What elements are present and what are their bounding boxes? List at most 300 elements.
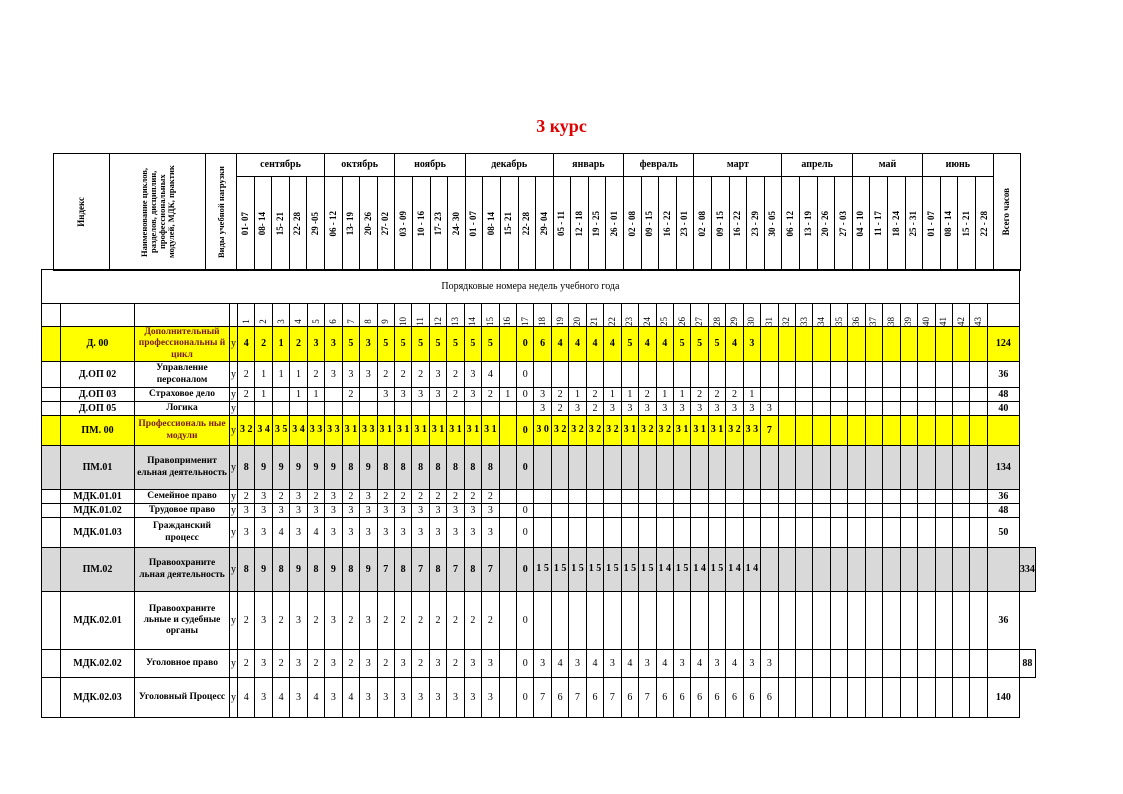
week-number: 29 — [726, 304, 743, 327]
week-hours-cell: 3 — [604, 650, 621, 678]
week-hours-cell: 3 1 — [691, 416, 708, 446]
week-number: 34 — [813, 304, 830, 327]
row-spacer — [42, 592, 61, 650]
row-total: 36 — [987, 592, 1019, 650]
week-hours-cell: 3 — [290, 592, 307, 650]
week-hours-cell — [639, 592, 656, 650]
week-hours-cell: 3 — [569, 650, 586, 678]
row-load-type: у — [231, 402, 236, 414]
week-hours-cell — [813, 490, 830, 504]
week-hours-cell: 3 — [377, 518, 394, 548]
week-hours-cell: 3 — [708, 650, 725, 678]
week-hours-cell: 2 — [394, 362, 411, 388]
week-hours-cell: 2 — [377, 490, 394, 504]
week-hours-cell: 0 — [517, 446, 534, 490]
week-hours-cell — [900, 518, 917, 548]
week-hours-cell — [534, 490, 551, 504]
week-hours-cell: 3 — [360, 592, 377, 650]
week-range-header: 27- 02 — [377, 177, 395, 271]
week-hours-cell: 0 — [517, 518, 534, 548]
week-hours-cell — [499, 650, 516, 678]
week-hours-cell: 0 — [517, 650, 534, 678]
week-hours-cell — [551, 592, 568, 650]
week-hours-cell — [778, 388, 795, 402]
week-hours-cell — [935, 416, 952, 446]
week-hours-cell: 3 — [447, 678, 464, 718]
week-hours-cell — [761, 592, 778, 650]
week-hours-cell — [952, 650, 969, 678]
week-hours-cell: 3 — [429, 650, 446, 678]
week-hours-cell — [726, 446, 743, 490]
week-hours-cell — [900, 388, 917, 402]
week-hours-cell: 8 — [447, 446, 464, 490]
week-hours-cell: 3 — [412, 518, 429, 548]
week-hours-cell: 3 — [743, 402, 760, 416]
week-hours-cell — [307, 402, 324, 416]
week-hours-cell: 3 — [360, 490, 377, 504]
week-hours-cell: 2 — [412, 362, 429, 388]
week-hours-cell: 3 — [325, 650, 342, 678]
week-hours-cell — [813, 446, 830, 490]
week-hours-cell — [918, 402, 935, 416]
week-hours-cell: 8 — [394, 548, 411, 592]
week-hours-cell: 3 — [429, 678, 446, 718]
week-hours-cell — [360, 388, 377, 402]
week-hours-cell: 4 — [238, 327, 255, 362]
week-hours-cell: 3 — [464, 362, 481, 388]
week-hours-cell: 3 — [412, 388, 429, 402]
week-hours-cell — [970, 490, 987, 504]
week-hours-cell — [830, 327, 847, 362]
week-hours-cell: 3 — [673, 650, 690, 678]
week-hours-cell — [726, 504, 743, 518]
week-number: 7 — [342, 304, 359, 327]
week-hours-cell: 3 — [290, 518, 307, 548]
week-hours-cell: 3 — [482, 504, 499, 518]
week-range-header: 15- 21 — [500, 177, 518, 271]
week-hours-cell: 2 — [447, 362, 464, 388]
week-hours-cell: 3 1 — [621, 416, 638, 446]
week-hours-cell: 2 — [726, 388, 743, 402]
week-hours-cell: 6 — [534, 327, 551, 362]
week-hours-cell — [761, 327, 778, 362]
total-column-header: Всего часов — [993, 154, 1020, 271]
week-hours-cell — [952, 402, 969, 416]
week-hours-cell: 1 — [499, 388, 516, 402]
week-range-header: 20 - 26 — [817, 177, 835, 271]
week-hours-cell: 5 — [708, 327, 725, 362]
week-hours-cell — [604, 518, 621, 548]
type-column-header: Виды учебной нагрузки — [206, 154, 237, 271]
week-hours-cell: 9 — [255, 446, 272, 490]
row-index: Д.ОП 03 — [61, 388, 135, 402]
week-range-header: 11 - 17 — [870, 177, 888, 271]
week-hours-cell — [691, 504, 708, 518]
week-range-header: 30 - 05 — [764, 177, 782, 271]
week-hours-cell — [778, 490, 795, 504]
week-hours-cell — [865, 650, 882, 678]
week-hours-cell: 2 — [429, 490, 446, 504]
week-hours-cell: 2 — [377, 362, 394, 388]
week-hours-cell — [813, 416, 830, 446]
week-hours-cell: 2 — [412, 490, 429, 504]
week-hours-cell: 1 5 — [551, 548, 568, 592]
week-hours-cell — [900, 592, 917, 650]
week-number: 9 — [377, 304, 394, 327]
week-hours-cell: 4 — [586, 327, 603, 362]
week-hours-cell — [656, 504, 673, 518]
table-row — [42, 402, 1036, 416]
week-hours-cell — [656, 362, 673, 388]
week-hours-cell — [883, 416, 900, 446]
week-hours-cell: 2 — [342, 592, 359, 650]
week-number: 26 — [673, 304, 690, 327]
row-name: Трудовое право — [135, 504, 230, 518]
row-index: МДК.02.01 — [61, 592, 135, 650]
week-hours-cell: 2 — [586, 388, 603, 402]
week-hours-cell — [952, 548, 969, 592]
week-number: 25 — [656, 304, 673, 327]
week-hours-cell — [900, 416, 917, 446]
week-hours-cell: 3 4 — [290, 416, 307, 446]
month-header: сентябрь — [237, 154, 325, 177]
week-range-header: 24- 30 — [448, 177, 466, 271]
week-hours-cell — [900, 327, 917, 362]
row-name: Уголовный Процесс — [135, 678, 230, 718]
week-hours-cell: 1 5 — [621, 548, 638, 592]
week-hours-cell — [848, 504, 865, 518]
week-hours-cell — [830, 548, 847, 592]
week-hours-cell — [796, 402, 813, 416]
week-range-header: 17- 23 — [430, 177, 448, 271]
week-hours-cell — [534, 518, 551, 548]
week-hours-cell — [673, 362, 690, 388]
week-hours-cell: 3 — [482, 678, 499, 718]
week-hours-cell: 3 1 — [342, 416, 359, 446]
week-hours-cell — [970, 592, 987, 650]
month-header: декабрь — [465, 154, 553, 177]
week-hours-cell — [900, 446, 917, 490]
week-hours-cell — [952, 362, 969, 388]
week-hours-cell — [830, 650, 847, 678]
week-hours-cell: 3 — [255, 518, 272, 548]
row-name: Логика — [135, 402, 230, 416]
week-hours-cell — [778, 518, 795, 548]
month-header: ноябрь — [395, 154, 465, 177]
week-hours-cell — [935, 327, 952, 362]
week-range-header: 15- 21 — [272, 177, 290, 271]
week-number: 8 — [360, 304, 377, 327]
week-hours-cell — [830, 504, 847, 518]
month-header: февраль — [624, 154, 694, 177]
week-hours-cell: 3 — [307, 504, 324, 518]
week-hours-cell — [865, 416, 882, 446]
week-number: 15 — [482, 304, 499, 327]
week-hours-cell: 1 — [569, 388, 586, 402]
week-hours-cell — [883, 548, 900, 592]
row-load-type: у — [230, 446, 238, 490]
row-total: 36 — [987, 362, 1019, 388]
week-hours-cell — [656, 518, 673, 548]
week-hours-cell: 2 — [464, 490, 481, 504]
week-hours-cell: 3 — [464, 388, 481, 402]
week-hours-cell — [813, 327, 830, 362]
week-hours-cell: 3 3 — [307, 416, 324, 446]
week-hours-cell: 8 — [377, 446, 394, 490]
week-hours-cell — [935, 446, 952, 490]
row-name: Управление персоналом — [135, 362, 230, 388]
week-hours-cell — [639, 504, 656, 518]
week-hours-cell: 3 — [534, 388, 551, 402]
row-load-type: у — [230, 327, 238, 362]
week-hours-cell — [918, 490, 935, 504]
week-hours-cell: 3 — [255, 678, 272, 718]
week-hours-cell: 0 — [517, 678, 534, 718]
week-range-header: 20- 26 — [360, 177, 378, 271]
week-hours-cell — [673, 446, 690, 490]
week-hours-cell: 1 5 — [569, 548, 586, 592]
week-hours-cell — [865, 402, 882, 416]
week-hours-cell: 3 — [761, 650, 778, 678]
week-hours-cell — [499, 446, 516, 490]
week-hours-cell: 4 — [726, 327, 743, 362]
week-hours-cell — [796, 446, 813, 490]
row-name: Правоохраните льные и судебные органы — [135, 592, 230, 650]
week-hours-cell — [883, 490, 900, 504]
week-hours-cell — [970, 678, 987, 718]
week-hours-cell — [970, 416, 987, 446]
week-hours-cell — [778, 362, 795, 388]
week-hours-cell: 2 — [394, 592, 411, 650]
week-hours-cell: 3 1 — [708, 416, 725, 446]
week-hours-cell — [778, 416, 795, 446]
week-hours-cell: 8 — [238, 548, 255, 592]
week-hours-cell: 2 — [412, 650, 429, 678]
row-name: Уголовное право — [135, 650, 230, 678]
row-spacer — [42, 650, 61, 678]
row-index: МДК.02.02 — [61, 650, 135, 678]
week-hours-cell: 2 — [377, 592, 394, 650]
week-hours-cell: 4 — [307, 518, 324, 548]
week-hours-cell — [778, 678, 795, 718]
week-hours-cell — [883, 327, 900, 362]
week-hours-cell: 4 — [604, 327, 621, 362]
week-hours-cell: 3 — [569, 402, 586, 416]
week-hours-cell: 3 — [412, 678, 429, 718]
week-hours-cell — [970, 548, 987, 592]
table-row — [42, 362, 1036, 388]
week-hours-cell — [743, 446, 760, 490]
week-hours-cell: 6 — [708, 678, 725, 718]
week-hours-cell — [813, 518, 830, 548]
week-range-header: 13- 19 — [342, 177, 360, 271]
week-hours-cell: 3 — [290, 650, 307, 678]
week-hours-cell — [900, 678, 917, 718]
week-hours-cell — [342, 402, 359, 416]
table-row — [42, 650, 1036, 678]
week-hours-cell — [848, 327, 865, 362]
week-hours-cell — [534, 504, 551, 518]
week-hours-cell: 3 2 — [604, 416, 621, 446]
week-hours-cell — [865, 362, 882, 388]
week-hours-cell: 7 — [482, 548, 499, 592]
week-hours-cell — [883, 388, 900, 402]
week-hours-cell — [918, 678, 935, 718]
week-hours-cell — [848, 490, 865, 504]
month-header: июнь — [923, 154, 993, 177]
week-hours-cell — [499, 416, 516, 446]
week-hours-cell: 3 — [394, 678, 411, 718]
week-hours-cell — [255, 402, 272, 416]
week-hours-cell: 8 — [482, 446, 499, 490]
week-range-header: 16 - 22 — [729, 177, 747, 271]
week-hours-cell — [900, 402, 917, 416]
week-hours-cell: 2 — [464, 592, 481, 650]
month-header: апрель — [782, 154, 852, 177]
week-hours-cell — [377, 402, 394, 416]
week-hours-cell: 7 — [761, 416, 778, 446]
week-number: 10 — [394, 304, 411, 327]
week-number: 18 — [534, 304, 551, 327]
week-hours-cell: 3 — [360, 518, 377, 548]
week-hours-cell — [743, 490, 760, 504]
week-range-header: 01 - 07 — [923, 177, 941, 271]
week-hours-cell: 9 — [290, 446, 307, 490]
week-hours-cell: 9 — [360, 446, 377, 490]
week-hours-cell — [238, 402, 255, 416]
week-hours-cell: 3 — [325, 678, 342, 718]
week-hours-cell: 8 — [429, 548, 446, 592]
week-hours-cell: 7 — [377, 548, 394, 592]
week-hours-cell — [360, 402, 377, 416]
week-range-header: 15 - 21 — [958, 177, 976, 271]
week-hours-cell: 3 — [325, 504, 342, 518]
week-range-header: 19 - 25 — [588, 177, 606, 271]
week-number: 11 — [412, 304, 429, 327]
week-number: 42 — [952, 304, 969, 327]
week-number: 36 — [848, 304, 865, 327]
week-hours-cell — [708, 490, 725, 504]
week-hours-cell — [796, 504, 813, 518]
row-index: МДК.01.02 — [61, 504, 135, 518]
week-hours-cell: 9 — [325, 446, 342, 490]
week-hours-cell: 3 — [482, 650, 499, 678]
week-hours-cell — [865, 518, 882, 548]
week-hours-cell — [900, 650, 917, 678]
row-spacer — [42, 416, 61, 446]
week-hours-cell — [918, 362, 935, 388]
week-hours-cell: 2 — [377, 650, 394, 678]
week-hours-cell — [865, 592, 882, 650]
week-number: 12 — [429, 304, 446, 327]
week-hours-cell: 3 — [360, 327, 377, 362]
week-hours-cell: 1 5 — [639, 548, 656, 592]
week-hours-cell: 3 2 — [726, 416, 743, 446]
schedule-table — [41, 269, 1036, 718]
week-hours-cell: 3 — [429, 362, 446, 388]
week-hours-cell — [639, 446, 656, 490]
row-name: Правоохраните льная деятельность — [135, 548, 230, 592]
week-hours-cell — [761, 388, 778, 402]
week-hours-cell: 1 — [272, 362, 289, 388]
week-hours-cell: 3 2 — [639, 416, 656, 446]
week-hours-cell: 3 — [412, 504, 429, 518]
week-hours-cell: 5 — [447, 327, 464, 362]
week-hours-cell — [499, 402, 516, 416]
week-hours-cell — [604, 490, 621, 504]
week-hours-cell — [569, 504, 586, 518]
week-hours-cell — [813, 548, 830, 592]
week-hours-cell: 3 — [604, 402, 621, 416]
week-hours-cell: 7 — [534, 678, 551, 718]
week-hours-cell: 8 — [272, 548, 289, 592]
week-hours-cell: 2 — [238, 650, 255, 678]
week-hours-cell: 1 5 — [586, 548, 603, 592]
week-hours-cell — [726, 592, 743, 650]
week-number: 39 — [900, 304, 917, 327]
week-hours-cell: 3 — [238, 518, 255, 548]
week-hours-cell — [883, 362, 900, 388]
week-hours-cell — [673, 592, 690, 650]
week-hours-cell: 8 — [412, 446, 429, 490]
row-name: Правоприменит ельная деятельность — [135, 446, 230, 490]
week-hours-cell: 3 — [482, 518, 499, 548]
week-hours-cell: 3 — [673, 402, 690, 416]
week-hours-cell: 3 — [325, 327, 342, 362]
week-hours-cell — [935, 650, 952, 678]
week-hours-cell — [796, 416, 813, 446]
week-hours-cell: 3 1 — [429, 416, 446, 446]
week-hours-cell — [848, 548, 865, 592]
week-hours-cell: 3 — [534, 402, 551, 416]
week-hours-cell — [865, 388, 882, 402]
week-hours-cell: 2 — [412, 592, 429, 650]
week-hours-cell: 3 — [255, 592, 272, 650]
week-hours-cell — [970, 518, 987, 548]
week-hours-cell — [778, 402, 795, 416]
week-hours-cell: 1 5 — [708, 548, 725, 592]
row-total — [987, 416, 1019, 446]
row-name: Дополнительный профессиональны й цикл — [135, 327, 230, 362]
week-range-header: 27 - 03 — [835, 177, 853, 271]
week-hours-cell: 3 — [360, 650, 377, 678]
week-hours-cell: 3 — [255, 490, 272, 504]
row-load-type: у — [231, 388, 236, 400]
week-hours-cell — [656, 592, 673, 650]
week-hours-cell — [272, 402, 289, 416]
week-hours-cell — [935, 518, 952, 548]
week-hours-cell — [900, 490, 917, 504]
week-hours-cell — [499, 327, 516, 362]
week-range-header: 09 - 15 — [641, 177, 659, 271]
week-hours-cell: 3 — [360, 362, 377, 388]
week-hours-cell — [604, 362, 621, 388]
week-hours-cell — [586, 504, 603, 518]
week-hours-cell — [918, 650, 935, 678]
week-hours-cell: 5 — [377, 327, 394, 362]
week-hours-cell: 2 — [708, 388, 725, 402]
week-hours-cell — [691, 362, 708, 388]
week-hours-cell: 3 — [394, 650, 411, 678]
week-hours-cell: 1 — [272, 327, 289, 362]
week-hours-cell: 4 — [551, 650, 568, 678]
table-row — [42, 548, 1036, 592]
week-hours-cell — [918, 388, 935, 402]
week-numbers-caption: Порядковые номера недель учебного года — [42, 270, 1020, 304]
week-hours-cell — [848, 446, 865, 490]
week-hours-cell: 6 — [586, 678, 603, 718]
week-hours-cell: 2 — [290, 327, 307, 362]
